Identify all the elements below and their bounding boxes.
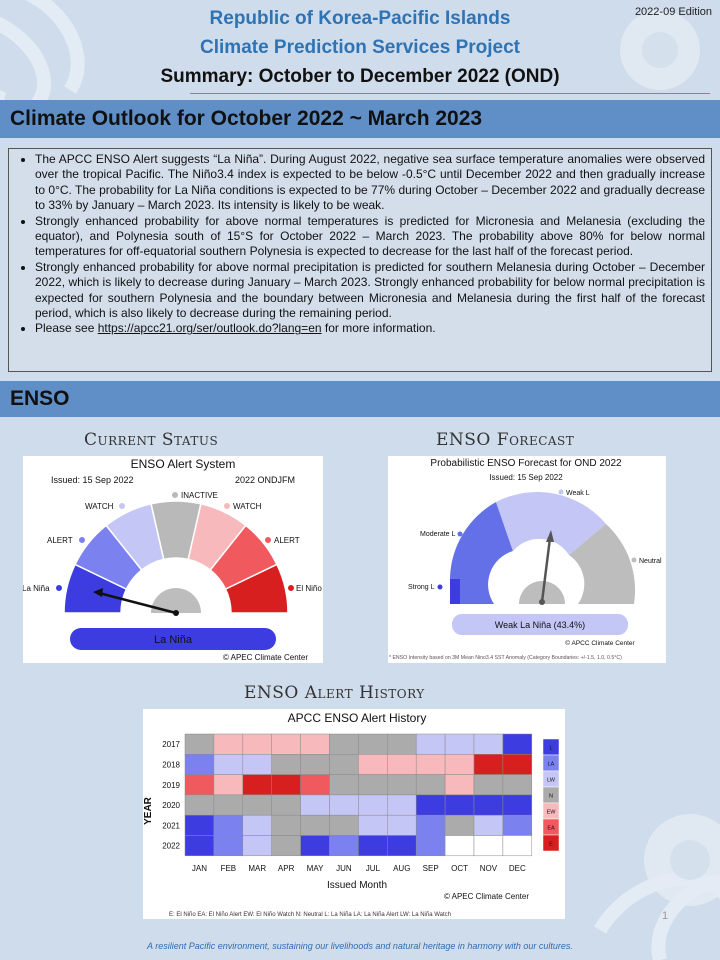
header-title-line1: Republic of Korea-Pacific Islands — [209, 8, 511, 29]
legend-label: E — [549, 841, 553, 848]
heatmap-cell — [387, 775, 416, 795]
heatmap-cell — [330, 836, 359, 856]
heatmap-cell — [503, 815, 532, 835]
heatmap-cell — [416, 734, 445, 754]
heatmap-cell — [185, 815, 214, 835]
heatmap-cell — [301, 734, 330, 754]
dot-el-nino — [288, 585, 294, 591]
legend-label: L — [549, 745, 553, 752]
heatmap-cell — [503, 775, 532, 795]
heatmap-cell — [272, 775, 301, 795]
heatmap-cell — [387, 815, 416, 835]
label-alert-left: ALERT — [47, 536, 73, 545]
forecast-label-weak: Weak L — [566, 490, 590, 497]
heatmap-cell — [330, 795, 359, 815]
dot-alert-right — [265, 537, 271, 543]
label-la-nina: La Niña — [23, 584, 50, 593]
current-status-title: Current Status — [84, 430, 219, 450]
heatmap-cell — [301, 754, 330, 774]
forecast-needle-pivot — [539, 599, 545, 605]
heatmap-cell — [301, 836, 330, 856]
heatmap-cell — [387, 754, 416, 774]
alert-system-season: 2022 ONDJFM — [235, 475, 296, 485]
page-header — [0, 0, 720, 96]
heatmap-legend — [543, 739, 559, 851]
heatmap-cell — [503, 795, 532, 815]
alert-status-label: La Niña — [154, 634, 192, 646]
enso-forecast-panel — [388, 456, 666, 663]
heatmap-cell — [445, 754, 474, 774]
heatmap-cell — [272, 754, 301, 774]
forecast-status-label: Weak La Niña (43.4%) — [494, 620, 586, 630]
heatmap-cell — [214, 734, 243, 754]
month-label: APR — [277, 863, 295, 873]
enso-forecast-gauge — [388, 456, 666, 663]
year-label: 2022 — [162, 841, 180, 851]
dot-strong — [438, 585, 443, 590]
heatmap-cell — [214, 815, 243, 835]
enso-forecast-title: ENSO Forecast — [436, 430, 575, 450]
link-prefix: Please see — [35, 321, 98, 336]
heatmap-cell — [503, 836, 532, 856]
alert-system-panel — [23, 456, 323, 663]
heatmap-cell — [243, 795, 272, 815]
dot-inactive — [172, 492, 178, 498]
heatmap-cell — [445, 775, 474, 795]
outlook-bullet-enso: • The APCC ENSO Alert suggests “La Niña”. During August 2022, negative sea surface temperature anomalies were observed over the tropical Pacific. The Niño3.4 index is expected to be below -0.5°C until December 2022 and then gradually increase to 0°C. The probability for La Niña conditions is expected to be 77% during October – December 2022 and gradually decrease to 33% by January – March 2023. Its intensity is likely to be weak. — [35, 152, 705, 214]
heatmap-cell — [416, 795, 445, 815]
outlook-bullet-precipitation: • Strongly enhanced probability for above normal precipitation is predicted for southern Melanesia during October – December 2022, which is likely to decrease during January – March 2023. Strongly enhanced probability for below normal precipitation is expected for southern Polynesia and the boundary between Micronesia and Melanesia during the first half of the forecast period, which is also likely to decrease during the remaining period. — [35, 260, 705, 322]
heatmap-cell — [358, 836, 387, 856]
month-label: AUG — [393, 863, 411, 873]
heatmap-cell — [214, 754, 243, 774]
month-label: MAR — [248, 863, 267, 873]
dot-watch-right — [224, 503, 230, 509]
heatmap-year-labels — [162, 740, 180, 851]
heatmap-cell — [185, 734, 214, 754]
label-watch-left: WATCH — [85, 502, 114, 511]
heatmap-cell — [358, 775, 387, 795]
dot-alert-left — [79, 537, 85, 543]
heatmap-cell — [387, 836, 416, 856]
heatmap-cell — [445, 815, 474, 835]
heatmap-cell — [185, 775, 214, 795]
heatmap-cell — [474, 815, 503, 835]
heatmap-cell — [272, 795, 301, 815]
dot-la-nina — [56, 585, 62, 591]
year-label: 2018 — [162, 760, 180, 770]
footer-tagline: A resilient Pacific environment, sustaining our livelihoods and natural heritage in harmony with our cultures. — [147, 941, 573, 951]
heatmap-title: APCC ENSO Alert History — [287, 711, 427, 725]
header-divider — [190, 93, 710, 94]
sector-strong-la-nina — [450, 579, 460, 604]
heatmap-cell — [474, 734, 503, 754]
heatmap-cell — [214, 775, 243, 795]
enso-band — [0, 381, 720, 417]
alert-system-title: ENSO Alert System — [130, 457, 236, 471]
year-label: 2020 — [162, 801, 180, 811]
forecast-credit: © APCC Climate Center — [565, 640, 635, 647]
dot-watch-left — [119, 503, 125, 509]
alert-history-panel — [143, 709, 565, 919]
heatmap-cell — [272, 734, 301, 754]
heatmap-cell — [243, 734, 272, 754]
heatmap-cell — [301, 815, 330, 835]
legend-label: LA — [547, 761, 555, 768]
heatmap-cell — [387, 795, 416, 815]
label-el-nino: El Niño — [296, 584, 322, 593]
heatmap-cell — [243, 754, 272, 774]
heatmap-cell — [214, 836, 243, 856]
heatmap-cell — [445, 734, 474, 754]
edition-label: 2022-09 Edition — [634, 6, 712, 18]
heatmap-cell — [185, 754, 214, 774]
legend-label: N — [549, 793, 553, 800]
year-label: 2021 — [162, 821, 180, 831]
forecast-label-moderate: Moderate L — [420, 531, 456, 538]
needle-pivot — [173, 610, 179, 616]
heatmap-month-labels — [192, 864, 526, 873]
forecast-chart-title: Probabilistic ENSO Forecast for OND 2022 — [430, 458, 622, 469]
alert-history-heatmap — [143, 709, 565, 919]
heatmap-cell — [272, 815, 301, 835]
heatmap-cell — [387, 734, 416, 754]
month-label: JAN — [191, 863, 208, 873]
heatmap-cell — [358, 754, 387, 774]
legend-label: EW — [546, 809, 556, 816]
outlook-bullet-list — [17, 152, 705, 337]
label-watch-right: WATCH — [233, 502, 262, 511]
heatmap-ylabel: YEAR — [143, 797, 154, 825]
climate-outlook-band — [0, 100, 720, 138]
heatmap-cell — [503, 734, 532, 754]
link-suffix: for more information. — [321, 321, 436, 336]
dot-neutral — [632, 558, 637, 563]
year-label: 2019 — [162, 780, 180, 790]
heatmap-cell — [330, 815, 359, 835]
month-label: FEB — [220, 863, 237, 873]
climate-outlook-title: Climate Outlook for October 2022 ~ March 2023 — [10, 107, 483, 130]
heatmap-cell — [445, 836, 474, 856]
month-label: JUL — [365, 863, 380, 873]
forecast-label-neutral: Neutral — [639, 558, 662, 565]
heatmap-cell — [243, 836, 272, 856]
heatmap-cell — [330, 754, 359, 774]
legend-label: LW — [547, 777, 555, 784]
heatmap-cell — [243, 775, 272, 795]
heatmap-cell — [474, 754, 503, 774]
heatmap-cell — [272, 836, 301, 856]
heatmap-cell — [330, 775, 359, 795]
heatmap-cell — [474, 795, 503, 815]
heatmap-cell — [503, 754, 532, 774]
label-inactive: INACTIVE — [181, 491, 218, 500]
forecast-label-strong: Strong L — [408, 584, 435, 591]
heatmap-cell — [474, 836, 503, 856]
page-number: 1 — [662, 910, 669, 922]
heatmap-cell — [445, 795, 474, 815]
legend-label: EA — [547, 825, 555, 832]
outlook-bullet-temperature: • Strongly enhanced probability for above normal temperatures is predicted for Micronesia and Melanesia (excluding the equator), and Polynesia south of 15°S for October 2022 – March 2023. The probability above 80% for below normal temperatures for off-equatorial southern Polynesia is expected to decrease for the last half of the forecast period. — [35, 214, 705, 260]
month-label: DEC — [508, 863, 526, 873]
heatmap-cell — [358, 815, 387, 835]
month-label: SEP — [422, 863, 439, 873]
dot-weak — [559, 490, 564, 495]
heatmap-cell — [185, 836, 214, 856]
heatmap-cell — [301, 795, 330, 815]
alert-system-credit: © APEC Climate Center — [222, 653, 308, 662]
alert-history-title: ENSO Alert History — [244, 683, 425, 703]
heatmap-cell — [330, 734, 359, 754]
outlook-bullet-link — [35, 321, 705, 336]
month-label: MAY — [306, 863, 324, 873]
heatmap-cell — [416, 775, 445, 795]
heatmap-cell — [416, 815, 445, 835]
heatmap-footnote: E: El Niño EA: El Niño Alert EW: El Niño Watch N: Neutral L: La Niña LA: La Niña Alert LW: La Niña Watch — [169, 912, 452, 918]
alert-system-gauge — [23, 456, 323, 663]
heatmap-cell — [185, 795, 214, 815]
enso-section-title: ENSO — [10, 387, 70, 410]
heatmap-cell — [243, 815, 272, 835]
month-label: OCT — [451, 863, 468, 873]
apcc-outlook-link[interactable]: https://apcc21.org/ser/outlook.do?lang=en — [97, 321, 322, 336]
month-label: JUN — [336, 863, 352, 873]
heatmap-credit: © APEC Climate Center — [443, 892, 529, 901]
climate-outlook-box — [8, 148, 712, 372]
forecast-note: * ENSO Intensity based on 3M Mean Nino3.4 SST Anomaly (Category Boundaries: +/-1.5, 1.0, 0.5°C) — [389, 655, 622, 661]
forecast-issued: Issued: 15 Sep 2022 — [489, 473, 563, 482]
label-alert-right: ALERT — [274, 536, 300, 545]
heatmap-cell — [358, 734, 387, 754]
dot-moderate — [458, 532, 463, 537]
heatmap-xlabel: Issued Month — [326, 880, 388, 891]
alert-system-issued: Issued: 15 Sep 2022 — [51, 475, 134, 485]
month-label: NOV — [479, 863, 498, 873]
heatmap-cell — [214, 795, 243, 815]
heatmap-cell — [416, 836, 445, 856]
heatmap-cell — [358, 795, 387, 815]
header-title-line2: Climate Prediction Services Project — [200, 37, 520, 58]
year-label: 2017 — [162, 740, 180, 750]
heatmap-cell — [474, 775, 503, 795]
heatmap-cell — [301, 775, 330, 795]
heatmap-cell — [416, 754, 445, 774]
header-summary-title: Summary: October to December 2022 (OND) — [160, 66, 560, 87]
heatmap-cells — [185, 734, 532, 856]
